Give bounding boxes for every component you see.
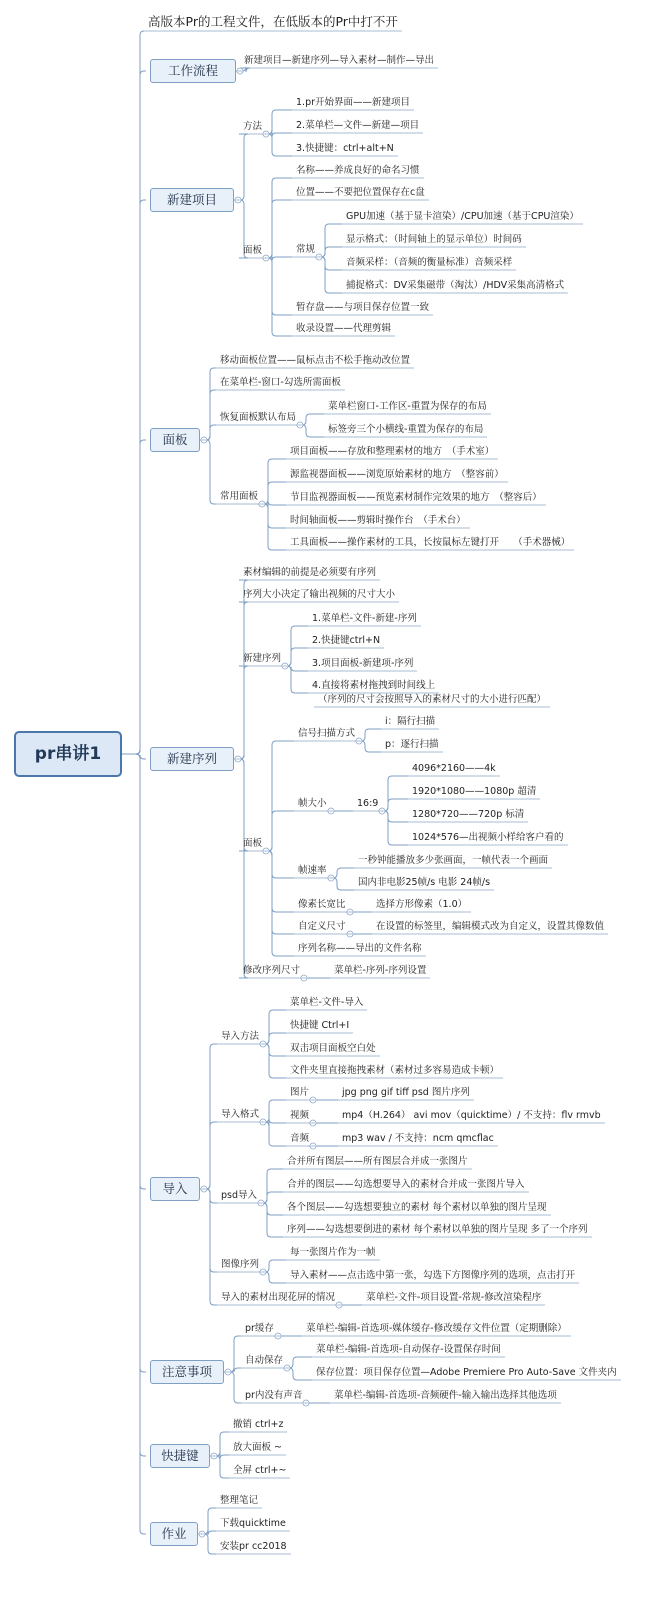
imp-broken: 导入的素材出现花屏的情况 [221,1292,336,1303]
notes-sound: pr内没有声音 [245,1390,303,1401]
seq-frame-4: 1024*576—出视频小样给客户看的 [412,832,564,843]
seq-panel: 面板 [243,838,263,849]
imp-img-value: jpg png gif tiff psd 图片序列 [342,1087,470,1098]
panel-reset: 恢复面板默认布局 [220,412,297,423]
branch-panels: 面板 [150,428,200,452]
imp-audio-value: mp3 wav / 不支持：ncm qmcflac [342,1133,494,1144]
seq-modify-value: 菜单栏-序列-序列设置 [334,965,427,976]
seq-rate-2: 国内非电影25帧/s 电影 24帧/s [358,877,491,888]
notes-sound-value: 菜单栏-编辑-首选项-音频硬件-输入输出选择其他选项 [334,1390,557,1401]
root-node: pr串讲1 [14,731,122,777]
np-panel: 面板 [243,245,263,256]
panel-reset-1: 菜单栏窗口-工作区-重置为保存的布局 [328,401,487,412]
panel-common-1: 项目面板——存放和整理素材的地方 （手术室） [290,446,495,457]
np-general-3: 音频采样：（音频的衡量标准）音频采样 [346,257,513,268]
seq-fact-2: 序列大小决定了输出视频的尺寸大小 [243,589,396,600]
homework-3: 安装pr cc2018 [220,1541,287,1552]
imp-broken-value: 菜单栏-文件-项目设置-常规-修改渲染程序 [366,1292,542,1303]
np-general: 常规 [296,244,316,255]
homework-1: 整理笔记 [220,1495,259,1506]
panel-reset-2: 标签旁三个小横线-重置为保存的布局 [328,424,484,435]
panel-common-5: 工具面板——操作素材的工具，长按鼠标左键打开 （手术器械） [290,537,571,548]
imp-format: 导入格式 [221,1109,260,1120]
imp-psd-1: 合并所有图层——所有图层合并成一张图片 [287,1156,468,1167]
np-method: 方法 [243,121,263,132]
panel-common: 常用面板 [220,491,259,502]
seq-pixel-value: 选择方形像素（1.0） [376,899,468,910]
branch-homework: 作业 [150,1522,198,1546]
seq-frame-2: 1920*1080——1080p 超清 [412,786,537,797]
seq-scan-i: i：隔行扫描 [385,716,436,727]
seq-custom: 自定义尺寸 [298,921,346,932]
notes-auto-2: 保存位置：项目保存位置—Adobe Premiere Pro Auto-Save 文件夹内 [316,1367,617,1378]
imp-video-value: mp4（H.264） avi mov（quicktime）/ 不支持：flv rmvb [342,1110,601,1121]
imp-imgseq-1: 每一张图片作为一帧 [290,1247,376,1258]
branch-sequence: 新建序列 [150,747,234,771]
imp-imgseq-2: 导入素材——点击选中第一张，勾选下方图像序列的选项，点击打开 [290,1270,576,1281]
notes-auto-1: 菜单栏-编辑-首选项-自动保存-设置保存时间 [316,1344,501,1355]
imp-method-1: 菜单栏-文件-导入 [290,997,364,1008]
seq-rate-1: 一秒钟能播放多少张画面，一帧代表一个画面 [358,855,549,866]
imp-imgseq: 图像序列 [221,1259,260,1270]
np-method-2: 2.菜单栏—文件—新建—项目 [296,120,420,131]
branch-notes: 注意事项 [150,1360,224,1384]
seq-frame-1: 4096*2160——4k [412,763,496,774]
branch-shortcuts: 快捷键 [150,1444,210,1468]
seq-new: 新建序列 [243,653,282,664]
imp-psd: psd导入 [221,1190,258,1201]
seq-frame-3: 1280*720——720p 标清 [412,809,525,820]
seq-new-4a: 4.直接将素材拖拽到时间线上 [312,680,436,691]
seq-frame: 帧大小 [298,798,327,809]
seq-modify: 修改序列尺寸 [243,965,301,976]
homework-2: 下载quicktime [220,1518,286,1529]
panel-common-3: 节目监视器面板——预览素材制作完效果的地方 （整容后） [290,492,542,503]
seq-ratio: 16:9 [357,798,379,809]
np-location: 位置——不要把位置保存在c盘 [296,187,425,198]
seq-pixel: 像素长宽比 [298,899,346,910]
imp-psd-2: 合并的图层——勾选想要导入的素材合并成一张图片导入 [287,1179,525,1190]
branch-import: 导入 [150,1177,200,1201]
imp-method: 导入方法 [221,1031,260,1042]
imp-video: 视频 [290,1110,310,1121]
seq-rate: 帧速率 [298,865,327,876]
shortcut-undo: 撤销 ctrl+z [233,1419,284,1430]
notes-cache-value: 菜单栏-编辑-首选项-媒体缓存-修改缓存文件位置（定期删除） [306,1323,567,1334]
seq-name: 序列名称——导出的文件名称 [298,943,422,954]
imp-img: 图片 [290,1087,310,1098]
seq-new-2: 2.快捷键ctrl+N [312,635,381,646]
imp-method-2: 快捷键 Ctrl+I [290,1020,350,1031]
seq-scan: 信号扫描方式 [298,728,356,739]
seq-new-1: 1.菜单栏-文件-新建-序列 [312,613,417,624]
seq-fact-1: 素材编辑的前提是必须要有序列 [243,567,377,578]
panel-menu: 在菜单栏-窗口-勾选所需面板 [220,377,341,388]
np-scratch: 暂存盘——与项目保存位置一致 [296,302,430,313]
seq-custom-value: 在设置的标签里，编辑模式改为自定义，设置其像数值 [376,921,605,932]
imp-audio: 音频 [290,1133,310,1144]
branch-workflow: 工作流程 [150,59,236,83]
np-general-2: 显示格式：（时间轴上的显示单位）时间码 [346,234,522,245]
notes-auto: 自动保存 [245,1355,284,1366]
imp-method-3: 双击项目面板空白处 [290,1043,376,1054]
panel-common-2: 源监视器面板——浏览原始素材的地方 （整容前） [290,469,504,480]
imp-psd-4: 序列——勾选想要倒进的素材 每个素材以单独的图片呈现 多了一个序列 [287,1224,588,1235]
np-general-4: 捕捉格式：DV采集磁带（淘汰）/HDV采集高清格式 [346,280,565,291]
seq-new-3: 3.项目面板-新建项-序列 [312,658,414,669]
notes-cache: pr缓存 [245,1323,274,1334]
np-method-1: 1.pr开始界面——新建项目 [296,97,411,108]
panel-move: 移动面板位置——鼠标点击不松手拖动改位置 [220,355,411,366]
shortcut-maximize: 放大面板 ~ [233,1442,282,1453]
np-method-3: 3.快捷键：ctrl+alt+N [296,143,394,154]
np-name: 名称——养成良好的命名习惯 [296,165,420,176]
panel-common-4: 时间轴面板——剪辑时操作台 （手术台） [290,515,466,526]
seq-new-4b: （序列的尺寸会按照导入的素材尺寸的大小进行匹配） [318,694,547,705]
branch-new-project: 新建项目 [150,188,234,212]
map-title: 高版本Pr的工程文件，在低版本的Pr中打不开 [148,14,398,29]
workflow-text: 新建项目—新建序列—导入素材—制作—导出 [244,55,435,66]
shortcut-fullscreen: 全屏 ctrl+~ [233,1465,287,1476]
imp-psd-3: 各个图层——勾选想要独立的素材 每个素材以单独的图片呈现 [287,1202,547,1213]
imp-method-4: 文件夹里直接拖拽素材（素材过多容易造成卡顿） [290,1065,500,1076]
np-general-1: GPU加速（基于显卡渲染）/CPU加速（基于CPU渲染） [346,211,579,222]
seq-scan-p: p：逐行扫描 [385,739,439,750]
np-ingest: 收录设置——代理剪辑 [296,323,392,334]
